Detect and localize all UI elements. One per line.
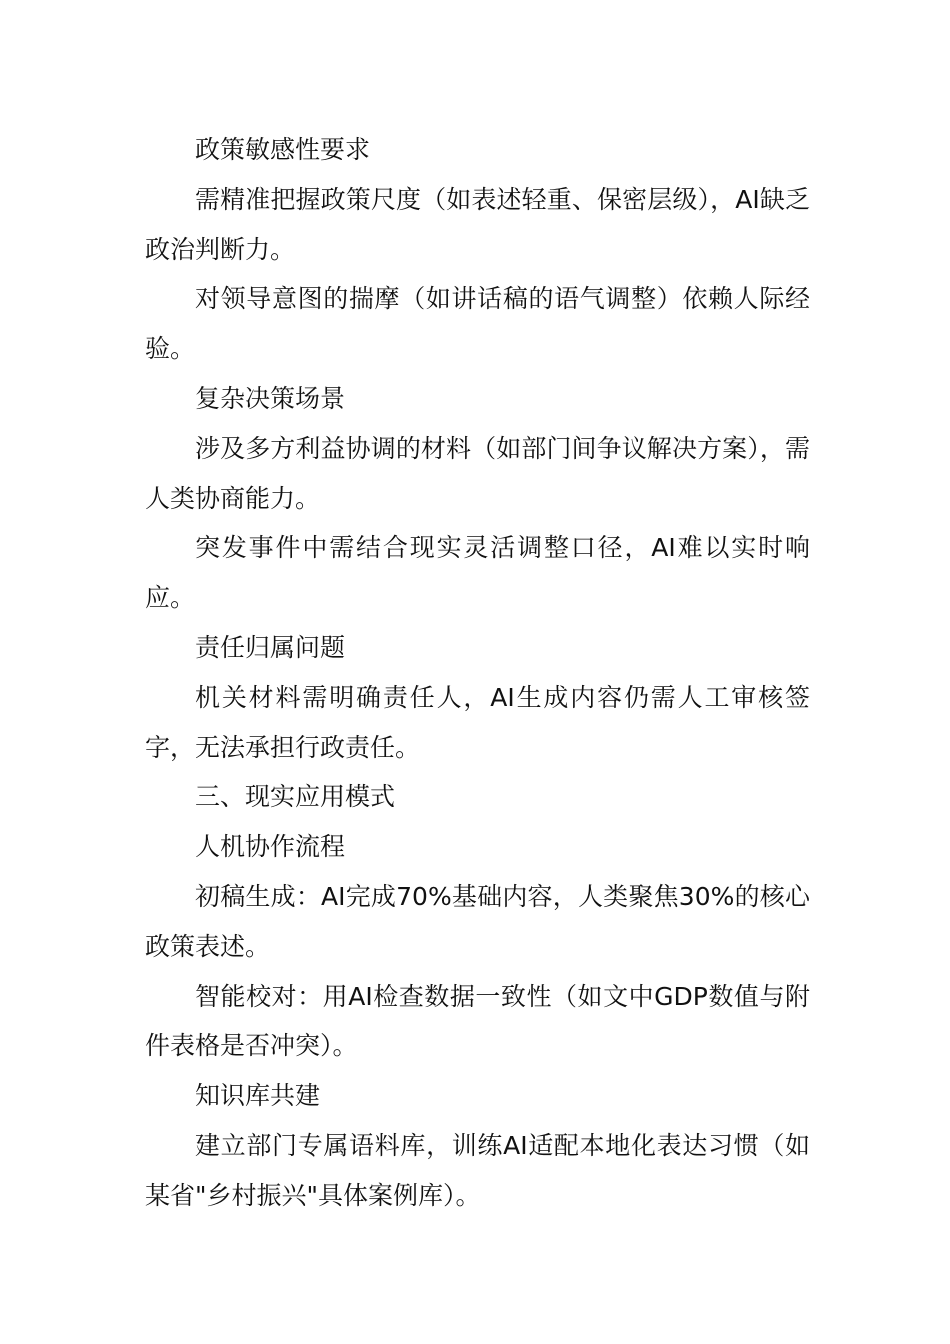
document-body: [145, 125, 810, 1221]
paragraph-multi-party: 涉及多方利益协调的材料（如部门间争议解决方案），需人类协商能力。: [145, 433, 810, 513]
paragraph-policy-scale: 需精准把握政策尺度（如表述轻重、保密层级），AI缺乏政治判断力。: [145, 184, 810, 264]
paragraph-emergency: 突发事件中需结合现实灵活调整口径，AI难以实时响应。: [145, 533, 810, 613]
paragraph-smart-proofreading: 智能校对：用AI检查数据一致性（如文中GDP数值与附件表格是否冲突）。: [145, 981, 810, 1061]
section-heading-policy-sensitivity: 政策敏感性要求: [195, 135, 371, 164]
paragraph-leader-intent: 对领导意图的揣摩（如讲话稿的语气调整）依赖人际经验。: [145, 284, 810, 364]
section-heading-human-machine: 人机协作流程: [195, 832, 346, 862]
section-heading-responsibility: 责任归属问题: [195, 632, 346, 662]
chapter-heading-application-modes: 三、现实应用模式: [195, 782, 396, 812]
paragraph-draft-generation: 初稿生成：AI完成70%基础内容，人类聚焦30%的核心政策表述。: [145, 881, 810, 961]
paragraph-corpus: 建立部门专属语料库，训练AI适配本地化表达习惯（如某省"乡村振兴"具体案例库）。: [145, 1130, 810, 1210]
section-heading-complex-decisions: 复杂决策场景: [195, 383, 346, 413]
paragraph-responsibility: 机关材料需明确责任人，AI生成内容仍需人工审核签字，无法承担行政责任。: [145, 682, 810, 762]
section-heading-knowledge-base: 知识库共建: [195, 1081, 321, 1111]
